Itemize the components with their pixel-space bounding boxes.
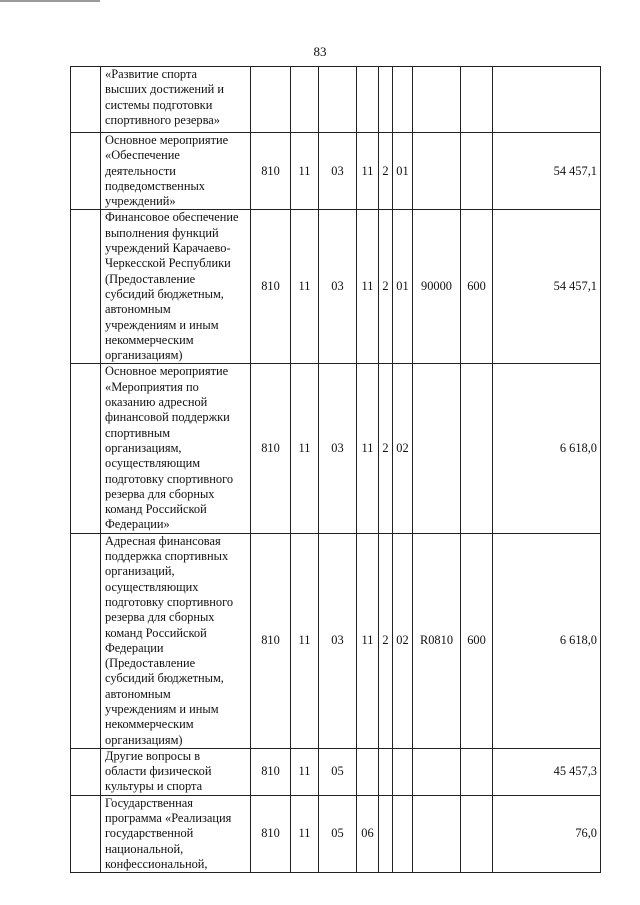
section-code: 11 xyxy=(291,364,319,533)
row-name: Государственная программа «Реализация государственной национальной, конфессиональной, xyxy=(101,795,251,872)
section-code: 11 xyxy=(291,795,319,872)
ministry-code: 810 xyxy=(251,364,291,533)
ministry-code: 810 xyxy=(251,210,291,364)
expense-type-code xyxy=(461,795,493,872)
empty-cell xyxy=(71,533,101,748)
direction-code xyxy=(413,67,461,133)
amount-value: 45 457,3 xyxy=(493,748,601,795)
section-code: 11 xyxy=(291,748,319,795)
expense-type-code xyxy=(461,133,493,210)
section-code: 11 xyxy=(291,210,319,364)
event-code xyxy=(393,795,413,872)
subsection-code: 03 xyxy=(319,210,357,364)
amount-value: 6 618,0 xyxy=(493,533,601,748)
table-row xyxy=(71,533,601,748)
table-row xyxy=(71,210,601,364)
empty-cell xyxy=(71,748,101,795)
expense-type-code xyxy=(461,364,493,533)
program-code: 11 xyxy=(357,210,379,364)
event-code: 02 xyxy=(393,364,413,533)
event-code: 02 xyxy=(393,533,413,748)
subprogram-code: 2 xyxy=(379,364,393,533)
table-row xyxy=(71,364,601,533)
ministry-code: 810 xyxy=(251,533,291,748)
amount-value: 54 457,1 xyxy=(493,133,601,210)
scan-edge-line xyxy=(0,0,100,2)
row-name: Другие вопросы в области физической культуры и спорта xyxy=(101,748,251,795)
section-code xyxy=(291,67,319,133)
subprogram-code: 2 xyxy=(379,133,393,210)
empty-cell xyxy=(71,67,101,133)
section-code: 11 xyxy=(291,133,319,210)
expense-type-code xyxy=(461,67,493,133)
amount-value: 76,0 xyxy=(493,795,601,872)
section-code: 11 xyxy=(291,533,319,748)
program-code: 11 xyxy=(357,133,379,210)
subsection-code: 05 xyxy=(319,795,357,872)
table-row xyxy=(71,795,601,872)
row-name: «Развитие спорта высших достижений и системы подготовки спортивного резерва» xyxy=(101,67,251,133)
row-name: Финансовое обеспечение выполнения функций учреждений Карачаево- Черкесской Республики (Предоставление субсидий бюджетным, автономным учреждениям и иным некоммерческим организациям) xyxy=(101,210,251,364)
program-code: 06 xyxy=(357,795,379,872)
subsection-code: 03 xyxy=(319,364,357,533)
amount-value: 6 618,0 xyxy=(493,364,601,533)
direction-code xyxy=(413,364,461,533)
event-code xyxy=(393,748,413,795)
event-code xyxy=(393,67,413,133)
subsection-code xyxy=(319,67,357,133)
direction-code: 90000 xyxy=(413,210,461,364)
row-name: Основное мероприятие «Мероприятия по оказанию адресной финансовой поддержки спортивным организациям, осуществляющим подготовку спортивного резерва для сборных команд Российской Федерации» xyxy=(101,364,251,533)
empty-cell xyxy=(71,210,101,364)
direction-code xyxy=(413,133,461,210)
program-code xyxy=(357,67,379,133)
event-code: 01 xyxy=(393,210,413,364)
ministry-code: 810 xyxy=(251,795,291,872)
event-code: 01 xyxy=(393,133,413,210)
expense-type-code xyxy=(461,748,493,795)
direction-code xyxy=(413,748,461,795)
expense-type-code: 600 xyxy=(461,210,493,364)
row-name: Адресная финансовая поддержка спортивных организаций, осуществляющих подготовку спортивного резерва для сборных команд Российской Федерации (Предоставление субсидий бюджетным, автономным учреждениям и иным некоммерческим организациям) xyxy=(101,533,251,748)
table-row xyxy=(71,133,601,210)
ministry-code xyxy=(251,67,291,133)
ministry-code: 810 xyxy=(251,133,291,210)
ministry-code: 810 xyxy=(251,748,291,795)
budget-table xyxy=(70,66,601,873)
subsection-code: 03 xyxy=(319,533,357,748)
amount-value xyxy=(493,67,601,133)
row-name: Основное мероприятие «Обеспечение деятельности подведомственных учреждений» xyxy=(101,133,251,210)
subsection-code: 05 xyxy=(319,748,357,795)
table-row xyxy=(71,748,601,795)
subprogram-code xyxy=(379,748,393,795)
page-number: 83 xyxy=(313,44,327,59)
subprogram-code: 2 xyxy=(379,533,393,748)
program-code xyxy=(357,748,379,795)
subprogram-code: 2 xyxy=(379,210,393,364)
amount-value: 54 457,1 xyxy=(493,210,601,364)
subsection-code: 03 xyxy=(319,133,357,210)
direction-code xyxy=(413,795,461,872)
empty-cell xyxy=(71,133,101,210)
expense-type-code: 600 xyxy=(461,533,493,748)
empty-cell xyxy=(71,795,101,872)
subprogram-code xyxy=(379,67,393,133)
program-code: 11 xyxy=(357,364,379,533)
table-row xyxy=(71,67,601,133)
program-code: 11 xyxy=(357,533,379,748)
empty-cell xyxy=(71,364,101,533)
subprogram-code xyxy=(379,795,393,872)
direction-code: R0810 xyxy=(413,533,461,748)
